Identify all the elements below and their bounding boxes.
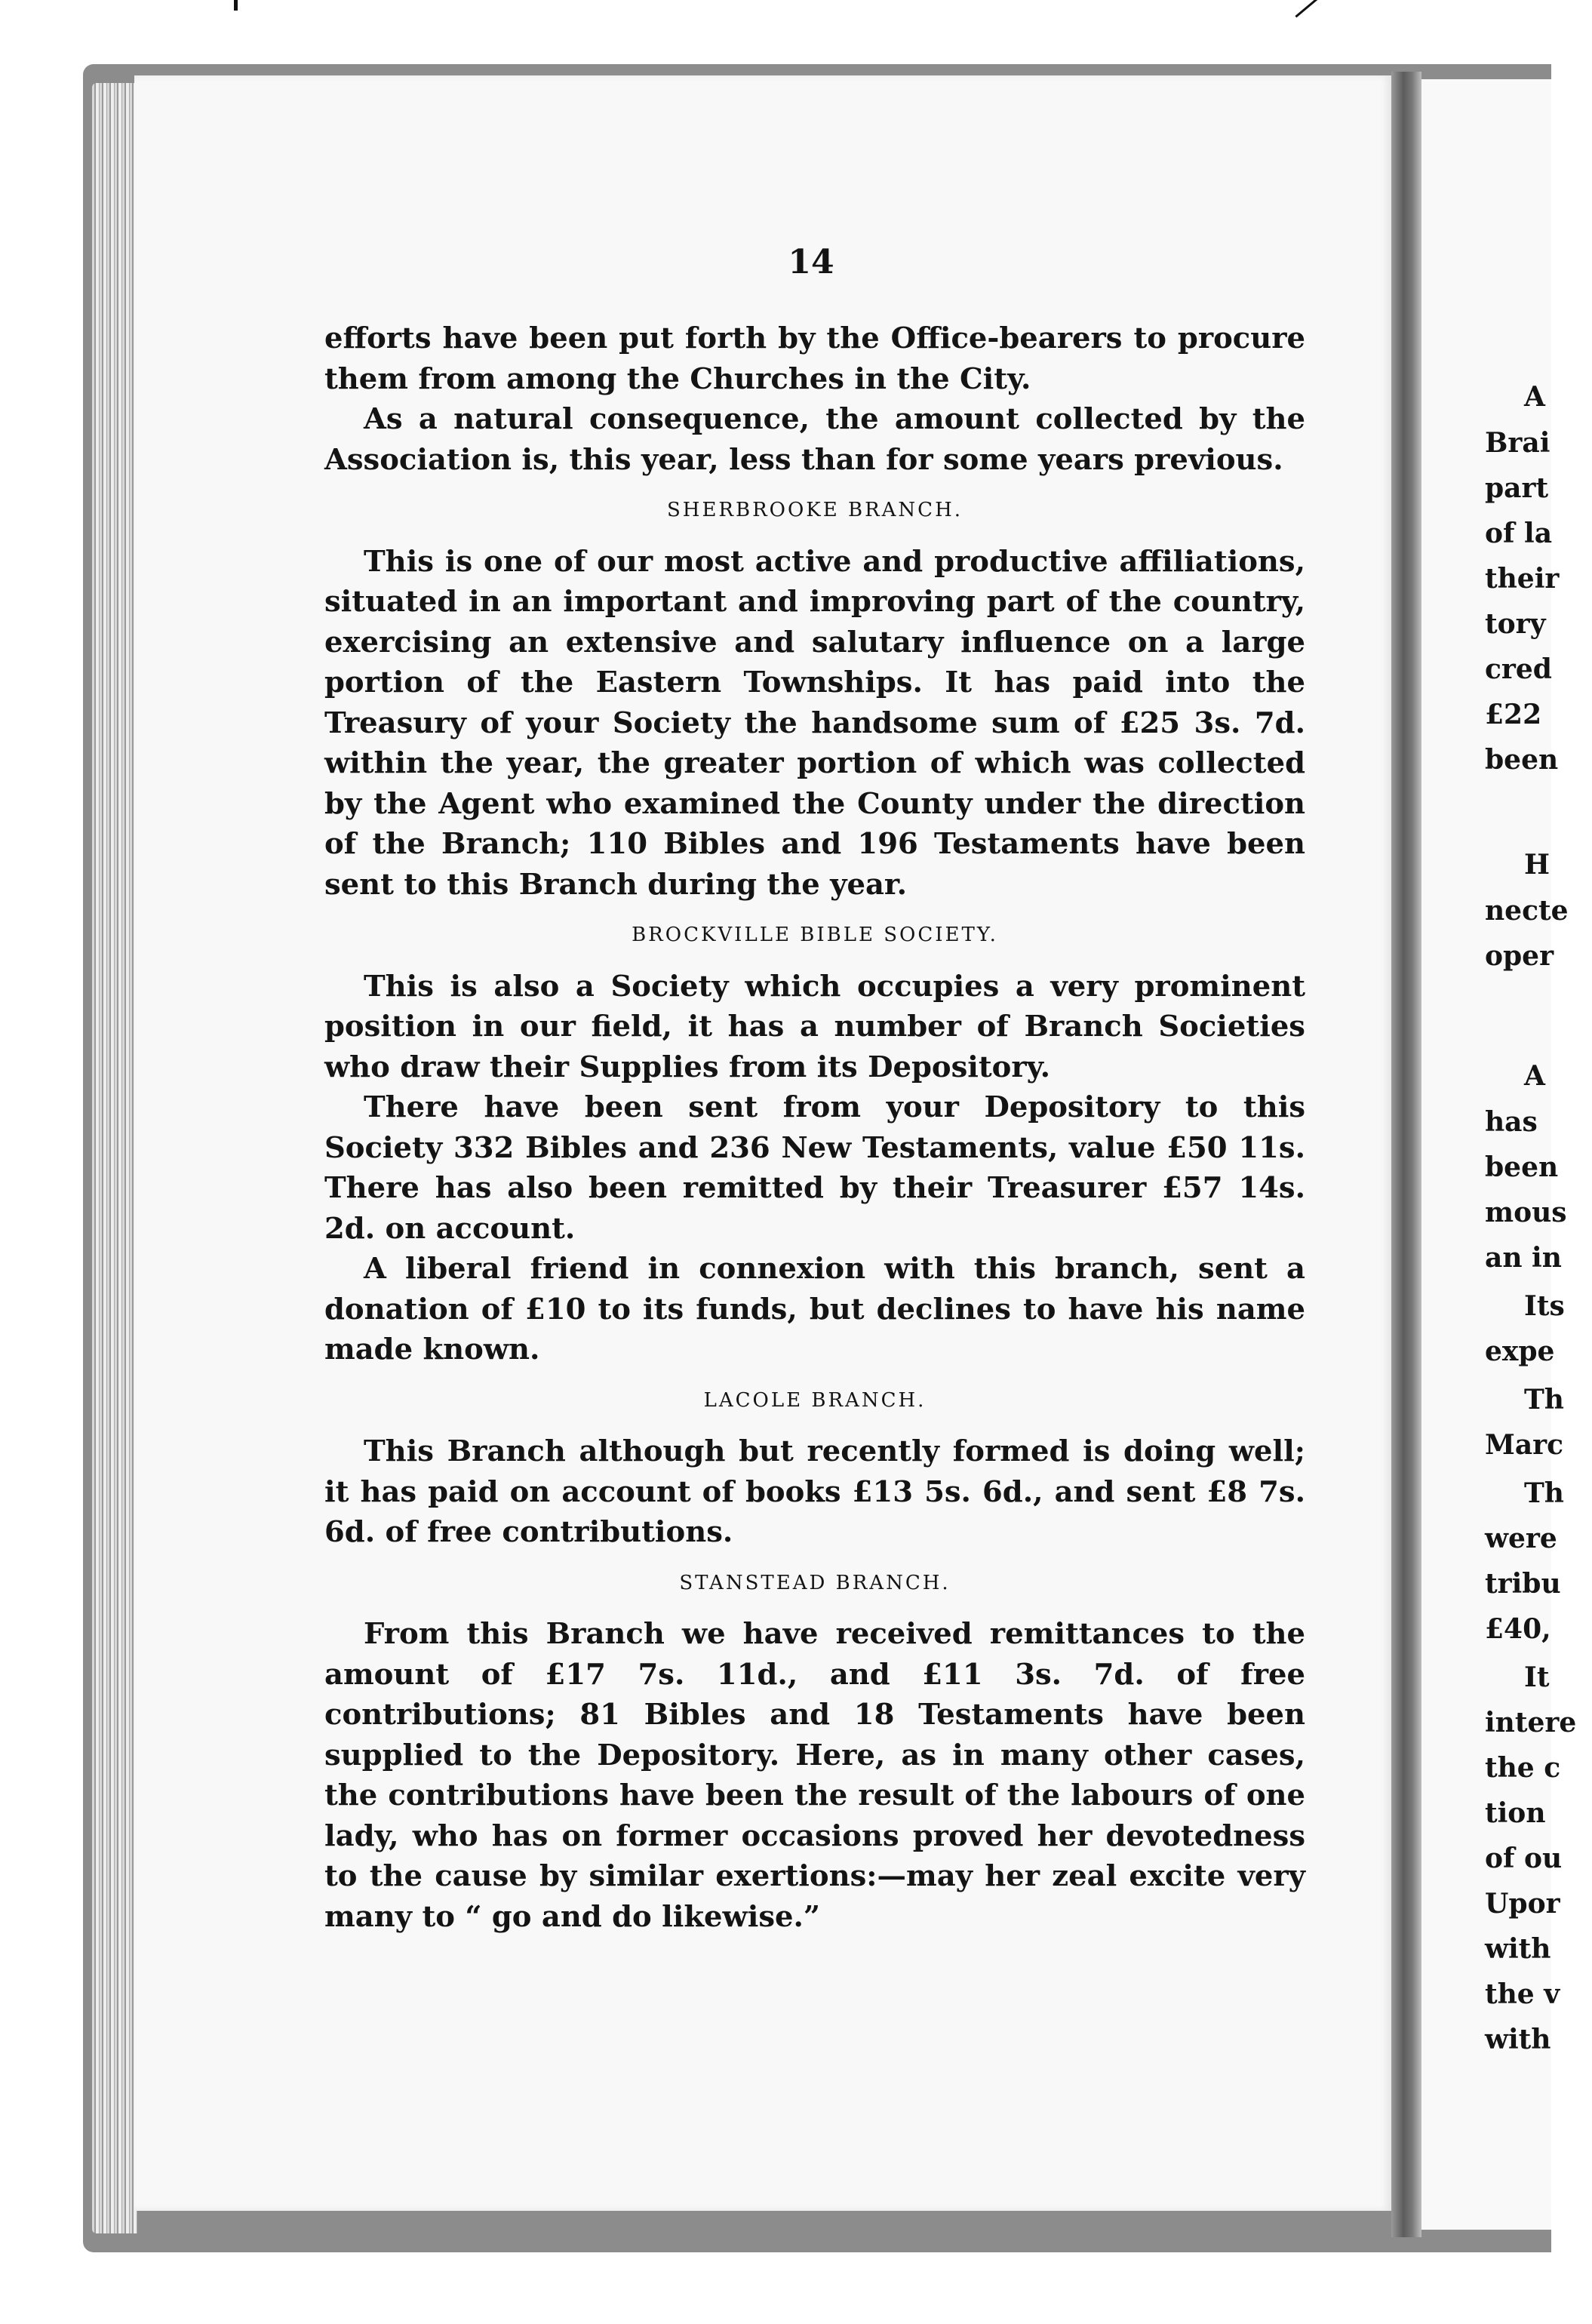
paragraph-sherbrooke-1: This is one of our most active and productive affiliations, situated in an important and improving part of the country, exercising an extensive and salutary influence on a large portion of the Eastern Townships. It has paid into the Treasury of your Society the handsome sum of £25 3s. 7d. within the year, the greater portion of which was collected by the Agent who examined the County under the direction of the Branch; 110 Bibles and 196 Testaments have been sent to this Branch during the year. [324,544,1305,902]
right-page-line: Upor [1485,1888,1560,1920]
paragraph-lacole-1: This Branch although but recently formed is doing well; it has paid on account of books £13 5s. 6d., and sent £8 7s. 6d. of free contributions. [324,1434,1305,1549]
paragraph-brockville-2: There have been sent from your Depository to this Society 332 Bibles and 236 New Testaments, value £50 11s. There has also been remitted by their Treasurer £57 14s. 2d. on account. [324,1090,1305,1246]
page-number: 14 [788,243,834,281]
right-page-line: oper [1485,940,1554,972]
right-page-line: been [1485,744,1559,776]
right-page-line: intere [1485,1707,1577,1738]
right-page-line: A [1524,381,1545,413]
heading-brockville: BROCKVILLE BIBLE SOCIETY. [632,924,998,946]
right-page-line: tribu [1485,1568,1561,1600]
right-page-line: has [1485,1106,1538,1138]
right-page-line: of la [1485,518,1553,549]
right-page-line: Brai [1485,427,1551,459]
right-page-line: part [1485,472,1549,504]
right-page-line: of ou [1485,1843,1563,1874]
scan-background-bottom [0,2252,1551,2324]
scan-background-top [0,0,1551,64]
right-page-line: H [1524,849,1551,881]
right-page-line: necte [1485,895,1569,927]
page-edges [92,83,137,2233]
right-page-line: £22 [1485,699,1542,730]
heading-stanstead: STANSTEAD BRANCH. [679,1571,951,1594]
page-text [324,318,1305,1937]
right-page-line: Marc [1485,1429,1564,1461]
paragraph-intro-1: efforts have been put forth by the Office-bearers to procure them from among the Churches in the City. [324,321,1305,396]
right-page-line: tory [1485,608,1546,640]
heading-lacole: LACOLE BRANCH. [703,1388,927,1412]
right-page-line: £40, [1485,1613,1551,1645]
right-page-line: with [1485,2024,1551,2055]
right-page-line: with [1485,1933,1551,1965]
right-page-line: were [1485,1523,1557,1554]
right-page-line: It [1524,1662,1550,1693]
heading-sherbrooke: SHERBROOKE BRANCH. [666,499,963,521]
right-page-line: been [1485,1151,1559,1183]
book-gutter [1391,72,1421,2237]
right-page-line: A [1524,1060,1545,1092]
right-page-line: the v [1485,1978,1560,2010]
paragraph-intro-2: As a natural consequence, the amount collected by the Association is, this year, less than for some years previous. [324,402,1305,477]
paragraph-brockville-1: This is also a Society which occupies a very prominent position in our field, it has a number of Branch Societies who draw their Supplies from its Depository. [324,969,1305,1084]
right-page-line: Th [1524,1477,1564,1509]
scan-mark-left [234,0,238,11]
right-page-line: Th [1524,1384,1564,1416]
right-page-line: the c [1485,1752,1561,1784]
right-page-line: tion [1485,1797,1546,1829]
paragraph-stanstead-1: From this Branch we have received remittances to the amount of £17 7s. 11d., and £11 3s. 7d. of free contributions; 81 Bibles and 18 Testaments have been supplied to the Depository. Here, as in many other cases, the contributions have been the result of the labours of one lady, who has on former occasions proved her devotedness to the cause by similar exertions:—may her zeal excite very many to “ go and do likewise.” [324,1617,1305,1934]
right-page-line: expe [1485,1336,1555,1367]
right-page-line: cred [1485,653,1552,685]
right-page-line: an in [1485,1242,1562,1274]
right-page-line: Its [1524,1290,1565,1322]
right-page-line: mous [1485,1197,1567,1228]
right-page-line: their [1485,563,1560,595]
paragraph-brockville-3: A liberal friend in connexion with this branch, sent a donation of £10 to its funds, but declines to have his name made known. [324,1252,1305,1366]
